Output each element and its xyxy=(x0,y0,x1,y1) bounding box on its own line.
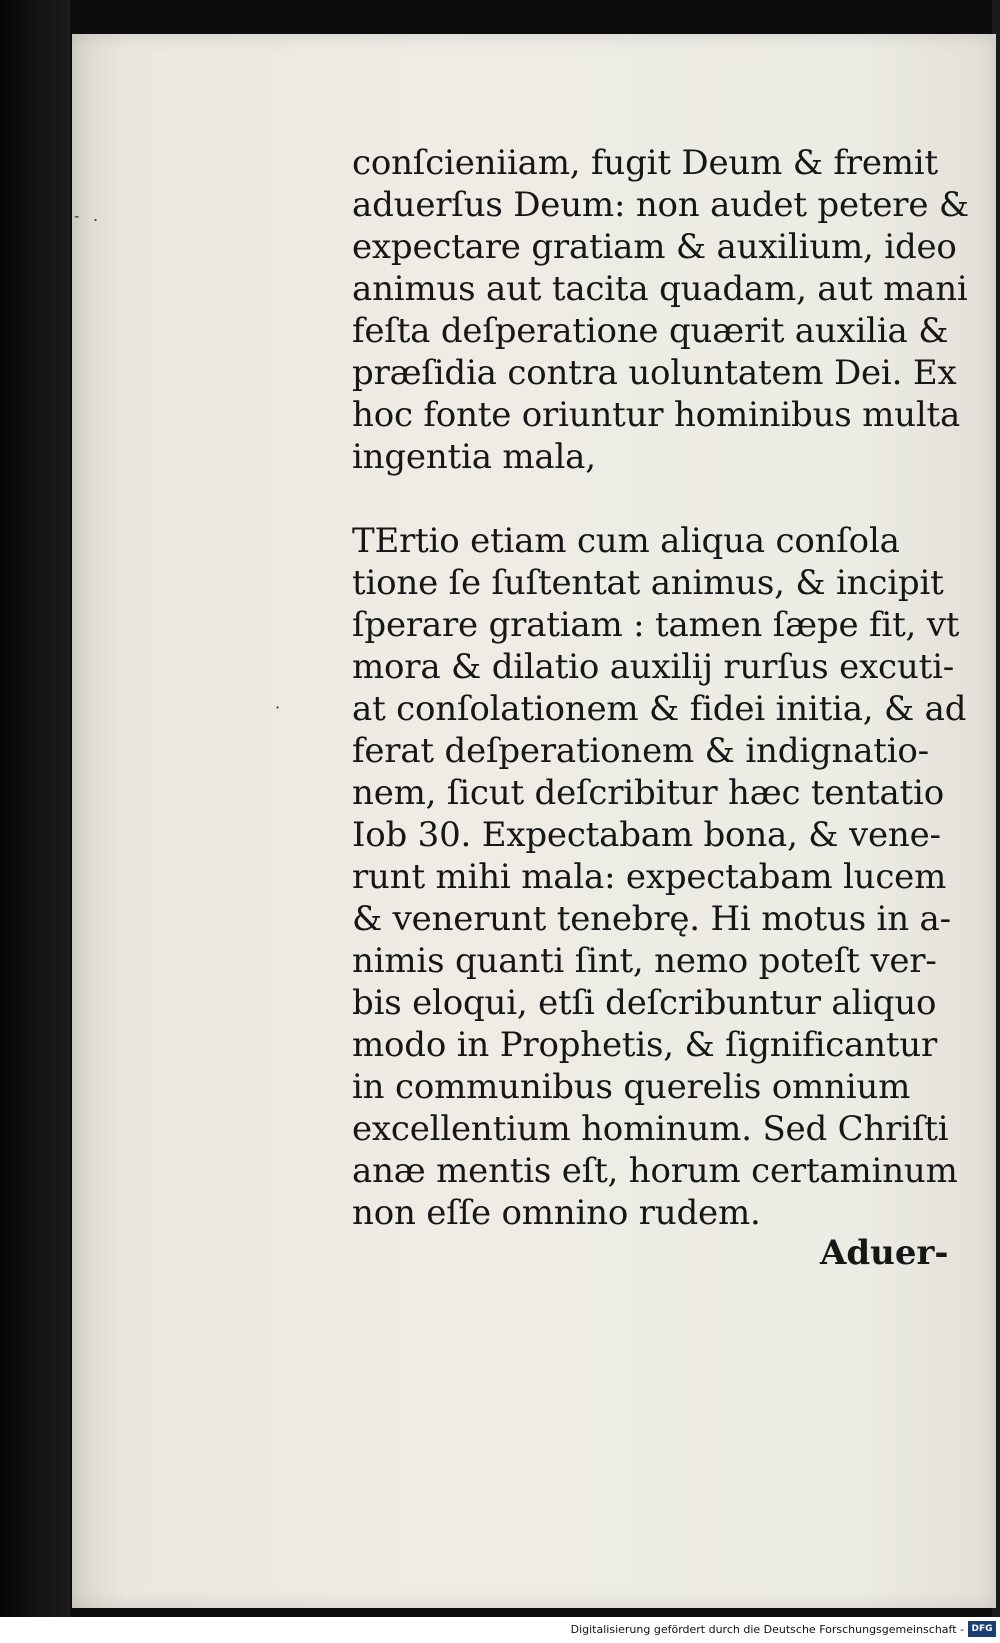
text-line: nem, ſicut deſcribitur hæc tentatio xyxy=(352,773,944,813)
text-line: mora & dilatio auxilij rurſus excuti- xyxy=(352,647,955,687)
text-line: hoc fonte oriuntur hominibus multa xyxy=(352,395,961,435)
text-line: nimis quanti ſint, nemo poteſt ver- xyxy=(352,941,937,981)
text-line: conſcieniiam, fugit Deum & fremit xyxy=(352,143,938,183)
text-line: expectare gratiam & auxilium, ideo xyxy=(352,227,957,267)
catchword: Aduer- xyxy=(820,1233,949,1273)
text-line: non eſſe omnino rudem. xyxy=(352,1193,761,1233)
dfg-logo-icon: DFG xyxy=(968,1621,996,1637)
text-line: bis eloqui, etſi deſcribuntur aliquo xyxy=(352,983,937,1023)
text-line: ingentia mala, xyxy=(352,437,596,477)
text-line: excellentium hominum. Sed Chriſti xyxy=(352,1109,949,1149)
text-line: & venerunt tenebrę. Hi motus in a- xyxy=(352,899,951,939)
digitization-footer xyxy=(0,1617,1000,1643)
text-line: runt mihi mala: expectabam lucem xyxy=(352,857,947,897)
footer-credit: Digitalisierung gefördert durch die Deutsche Forschungsgemeinschaft - xyxy=(570,1623,964,1636)
stray-dot-mark: . xyxy=(93,206,99,225)
stray-dot-mark: · xyxy=(275,698,281,717)
text-line: at conſolationem & fidei initia, & ad xyxy=(352,689,967,729)
page-text-block xyxy=(352,142,969,1234)
text-line: Iob 30. Expectabam bona, & vene- xyxy=(352,815,941,855)
text-line: ſperare gratiam : tamen ſæpe fit, vt xyxy=(352,605,960,645)
text-line: animus aut tacita quadam, aut mani xyxy=(352,269,968,309)
text-line: TErtio etiam cum aliqua conſola xyxy=(352,521,900,561)
paragraph-gap xyxy=(352,478,952,520)
scan-left-border xyxy=(0,0,70,1643)
text-line: in communibus querelis omnium xyxy=(352,1067,911,1107)
text-line: modo in Prophetis, & ſignificantur xyxy=(352,1025,938,1065)
text-line: anæ mentis eſt, horum certaminum xyxy=(352,1151,958,1191)
stray-dot-mark: - xyxy=(74,206,80,225)
text-line: præſidia contra uoluntatem Dei. Ex xyxy=(352,353,957,393)
text-line: aduerſus Deum: non audet petere & xyxy=(352,185,969,225)
text-line: tione ſe ſuſtentat animus, & incipit xyxy=(352,563,944,603)
text-line: feſta deſperatione quærit auxilia & xyxy=(352,311,949,351)
text-line: ferat deſperationem & indignatio- xyxy=(352,731,929,771)
